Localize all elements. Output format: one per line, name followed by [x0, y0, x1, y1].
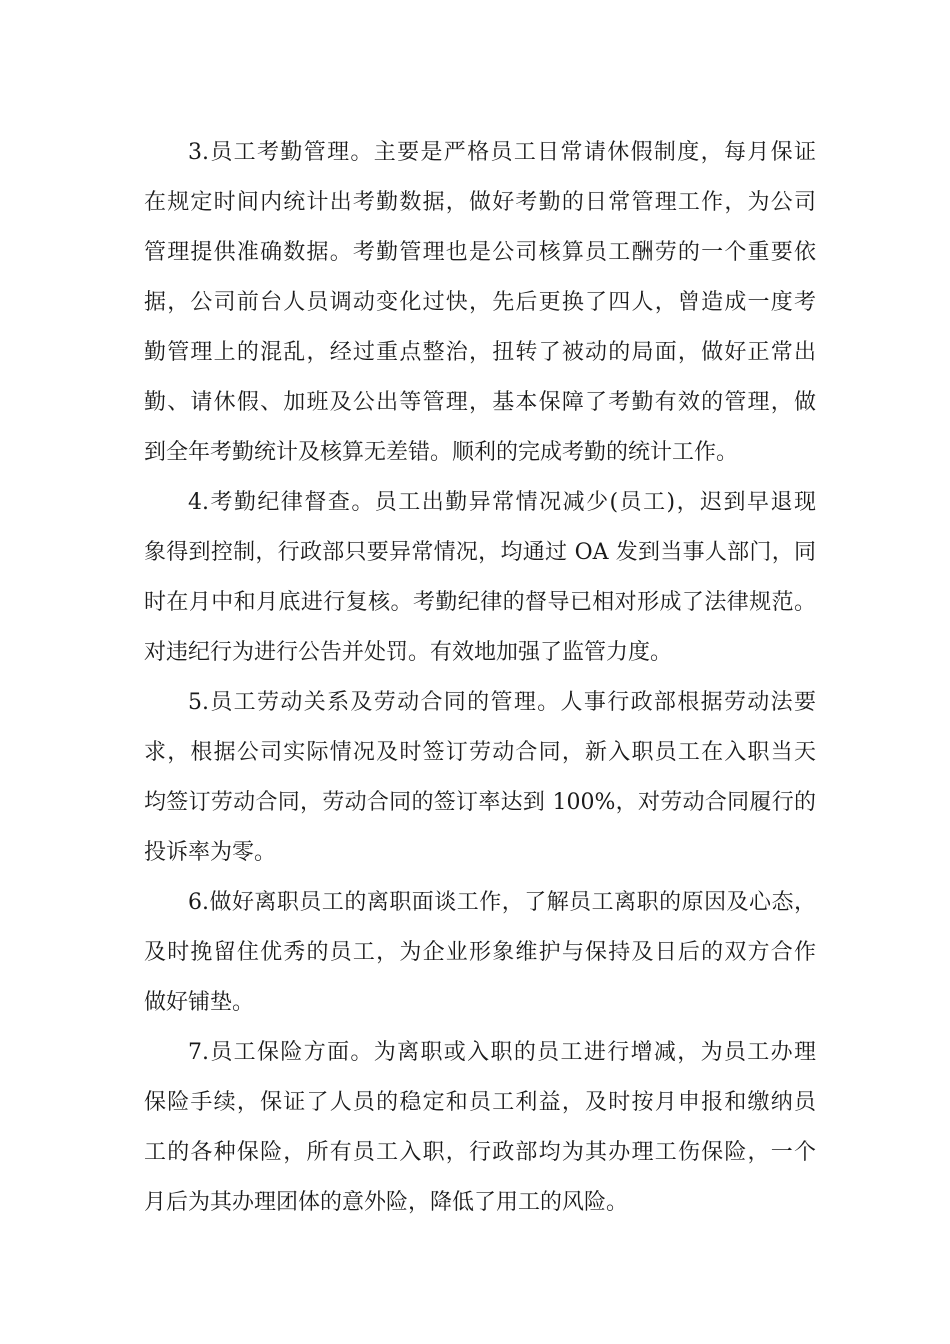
text-line: 象得到控制，行政部只要异常情况，均通过 OA 发到当事人部门，同 [144, 540, 816, 565]
text-line: 勤管理上的混乱，经过重点整治，扭转了被动的局面，做好正常出 [144, 340, 816, 365]
text-line: 做好铺垫。 [144, 990, 255, 1015]
text-line: 4.考勤纪律督查。员工出勤异常情况减少(员工)，迟到早退现 [188, 490, 816, 515]
text-line: 管理提供准确数据。考勤管理也是公司核算员工酬劳的一个重要依 [144, 240, 816, 265]
text-line: 据，公司前台人员调动变化过快，先后更换了四人，曾造成一度考 [144, 290, 816, 315]
text-line: 6.做好离职员工的离职面谈工作，了解员工离职的原因及心态， [188, 890, 816, 915]
paragraph-exit-interviews [144, 878, 816, 1028]
text-line: 3.员工考勤管理。主要是严格员工日常请休假制度，每月保证 [188, 140, 816, 165]
text-line: 投诉率为零。 [144, 840, 277, 865]
text-line: 工的各种保险，所有员工入职，行政部均为其办理工伤保险，一个 [144, 1140, 816, 1165]
text-line: 均签订劳动合同，劳动合同的签订率达到 100%，对劳动合同履行的 [144, 790, 816, 815]
text-line: 及时挽留住优秀的员工，为企业形象维护与保持及日后的双方合作 [144, 940, 816, 965]
paragraph-labor-contracts [144, 678, 816, 878]
text-line: 时在月中和月底进行复核。考勤纪律的督导已相对形成了法律规范。 [144, 590, 816, 615]
text-line: 到全年考勤统计及核算无差错。顺利的完成考勤的统计工作。 [144, 440, 739, 465]
text-line: 月后为其办理团体的意外险，降低了用工的风险。 [144, 1190, 629, 1215]
text-line: 7.员工保险方面。为离职或入职的员工进行增减，为员工办理 [188, 1040, 816, 1065]
text-line: 5.员工劳动关系及劳动合同的管理。人事行政部根据劳动法要 [188, 690, 816, 715]
text-line: 对违纪行为进行公告并处罚。有效地加强了监管力度。 [144, 640, 673, 665]
paragraph-attendance-discipline [144, 478, 816, 678]
paragraph-employee-insurance [144, 1028, 816, 1228]
text-line: 求，根据公司实际情况及时签订劳动合同，新入职员工在入职当天 [144, 740, 816, 765]
document-body [144, 128, 816, 1228]
text-line: 勤、请休假、加班及公出等管理，基本保障了考勤有效的管理，做 [144, 390, 816, 415]
text-line: 在规定时间内统计出考勤数据，做好考勤的日常管理工作，为公司 [144, 190, 816, 215]
paragraph-attendance-management [144, 128, 816, 478]
text-line: 保险手续，保证了人员的稳定和员工利益，及时按月申报和缴纳员 [144, 1090, 816, 1115]
